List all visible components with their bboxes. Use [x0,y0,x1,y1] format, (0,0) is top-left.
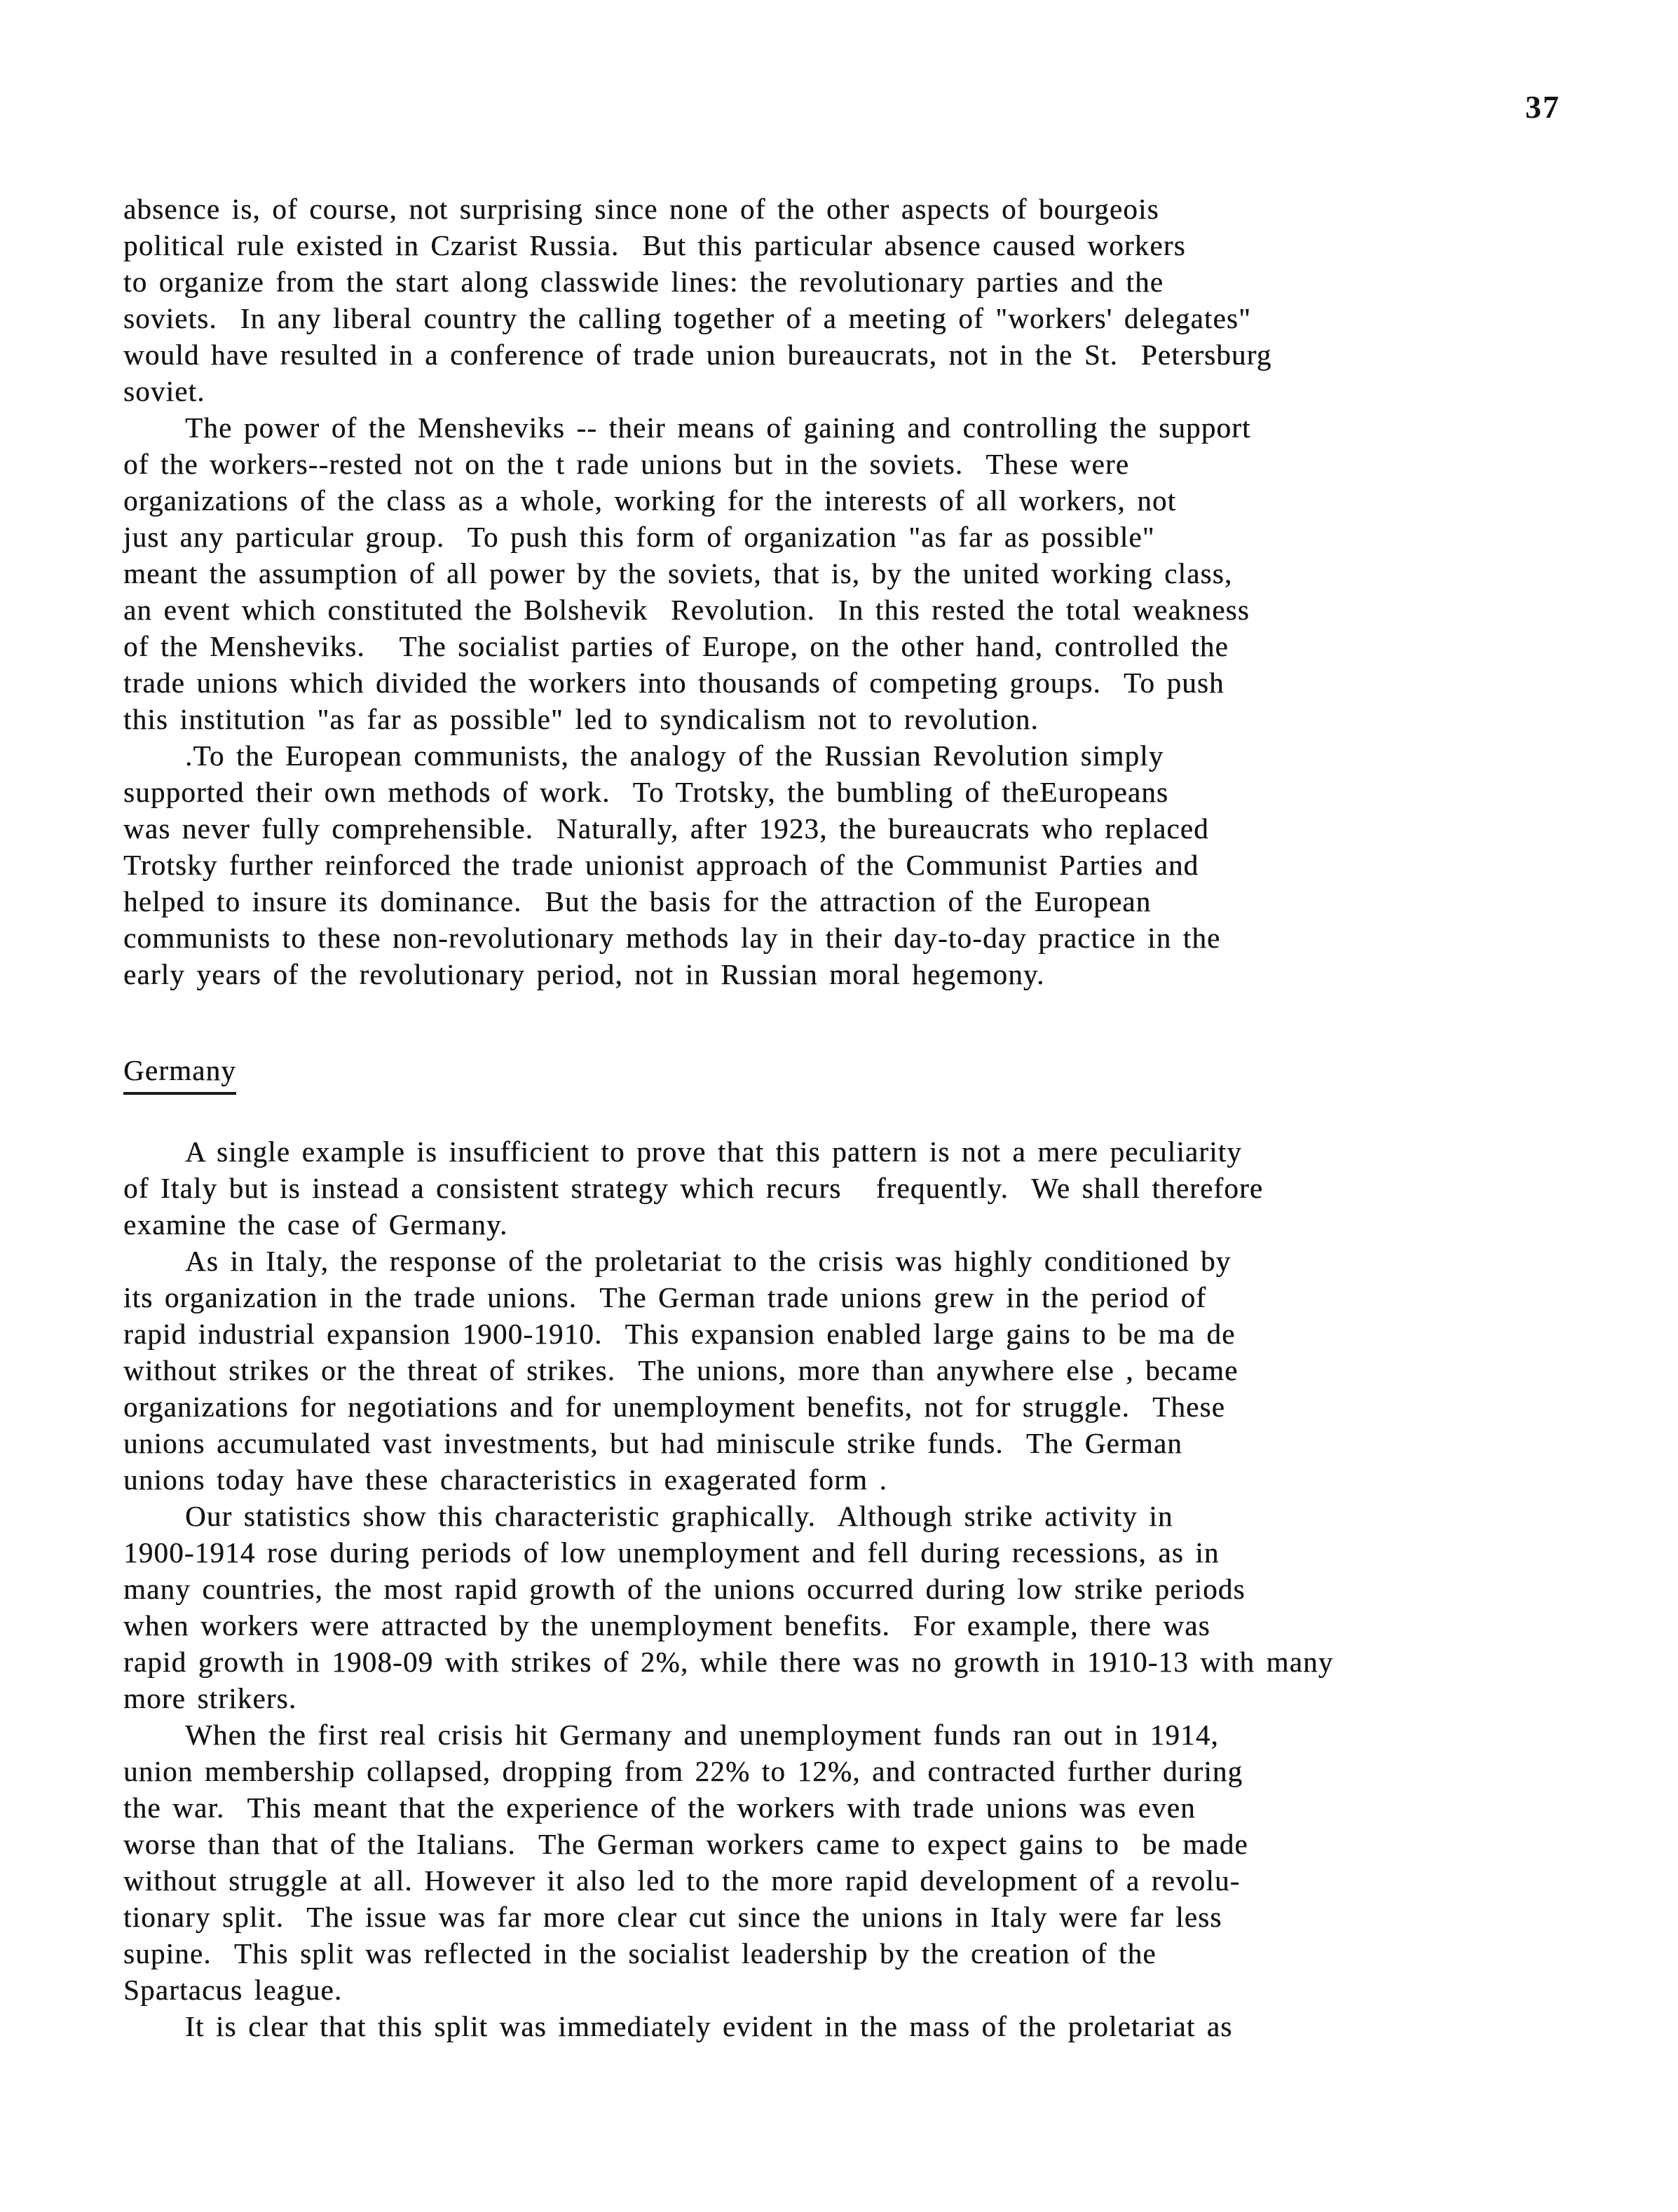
text-line: just any particular group. To push this form of organization "as far as possible" [123,521,1155,553]
text-line: The power of the Mensheviks -- their means of gaining and controlling the support [185,411,1251,444]
text-line: soviet. [123,375,205,407]
text-line: its organization in the trade unions. The German trade unions grew in the period of [123,1281,1207,1313]
text-line: this institution "as far as possible" led to syndicalism not to revolution. [123,703,1039,735]
paragraph-first-real-crisis [123,1716,1602,2008]
text-line: rapid industrial expansion 1900-1910. This expansion enabled large gains to be ma de [123,1318,1236,1350]
section-heading-germany [123,1052,1602,1088]
text-line: tionary split. The issue was far more clear cut since the unions in Italy were far less [123,1901,1222,1933]
text-line: soviets. In any liberal country the calling together of a meeting of "workers' delegates" [123,302,1251,334]
text-line: when workers were attracted by the unemployment benefits. For example, there was [123,1609,1210,1641]
text-line: without strikes or the threat of strikes. The unions, more than anywhere else , became [123,1354,1239,1386]
text-line: union membership collapsed, dropping from 22% to 12%, and contracted further during [123,1755,1243,1787]
text-line: early years of the revolutionary period, not in Russian moral hegemony. [123,958,1045,990]
text-line: many countries, the most rapid growth of the unions occurred during low strike periods [123,1573,1246,1605]
text-line: supported their own methods of work. To Trotsky, the bumbling of theEuropeans [123,776,1169,808]
text-line: political rule existed in Czarist Russia. But this particular absence caused workers [123,229,1186,261]
text-line: supine. This split was reflected in the socialist leadership by the creation of the [123,1937,1157,1969]
text-line: of the Mensheviks. The socialist parties of Europe, on the other hand, controlled the [123,630,1229,662]
text-line: Trotsky further reinforced the trade unionist approach of the Communist Parties and [123,849,1199,881]
paragraph-single-example [123,1133,1602,1243]
text-line: the war. This meant that the experience of the workers with trade unions was even [123,1791,1196,1824]
text-line: organizations of the class as a whole, working for the interests of all workers, not [123,484,1177,517]
paragraph-mensheviks [123,409,1602,737]
text-line: Our statistics show this characteristic graphically. Although strike activity in [185,1500,1173,1532]
text-line: was never fully comprehensible. Naturally, after 1923, the bureaucrats who replaced [123,812,1209,845]
text-line: As in Italy, the response of the proletariat to the crisis was highly conditioned by [185,1245,1232,1277]
paragraph-as-in-italy [123,1243,1602,1498]
text-line: A single example is insufficient to prove that this pattern is not a mere peculiarity [185,1135,1242,1168]
text-line: 1900-1914 rose during periods of low unemployment and fell during recessions, as in [123,1536,1220,1569]
text-line: It is clear that this split was immediately evident in the mass of the proletariat as [185,2010,1233,2042]
text-line: trade unions which divided the workers into thousands of competing groups. To push [123,667,1225,699]
text-line: of the workers--rested not on the t rade unions but in the soviets. These were [123,448,1130,480]
text-line: unions accumulated vast investments, but had miniscule strike funds. The German [123,1427,1182,1459]
page-number: 37 [1525,89,1560,125]
text-line: When the first real crisis hit Germany and unemployment funds ran out in 1914, [185,1719,1219,1751]
text-line: worse than that of the Italians. The German workers came to expect gains to be made [123,1828,1248,1860]
paragraph-continuation [123,191,1602,409]
heading-underline-text: Germany [123,1054,236,1095]
text-line: .To the European communists, the analogy of the Russian Revolution simply [185,739,1164,772]
text-line: without struggle at all. However it also led to the more rapid development of a revolu- [123,1864,1241,1897]
text-line: organizations for negotiations and for unemployment benefits, not for struggle. These [123,1391,1225,1423]
paragraph-split-evident [123,2008,1602,2044]
text-line: absence is, of course, not surprising since none of the other aspects of bourgeois [123,193,1159,225]
text-line: would have resulted in a conference of trade union bureaucrats, not in the St. Petersburg [123,339,1272,371]
paragraph-european-communists [123,737,1602,992]
text-line: communists to these non-revolutionary methods lay in their day-to-day practice in the [123,922,1221,954]
text-line: more strikers. [123,1682,297,1714]
text-line: unions today have these characteristics in exagerated form . [123,1463,887,1496]
text-line: an event which constituted the Bolshevik Revolution. In this rested the total weakness [123,594,1250,626]
text-line: Spartacus league. [123,1974,343,2006]
page-body [123,191,1602,2044]
text-line: examine the case of Germany. [123,1208,508,1241]
text-line: meant the assumption of all power by the soviets, that is, by the united working class, [123,557,1233,589]
text-line: helped to insure its dominance. But the basis for the attraction of the European [123,885,1152,917]
text-line: rapid growth in 1908-09 with strikes of 2%, while there was no growth in 1910-13 with many [123,1646,1334,1678]
paragraph-our-statistics [123,1498,1602,1716]
text-line: to organize from the start along classwide lines: the revolutionary parties and the [123,266,1164,298]
text-line: of Italy but is instead a consistent strategy which recurs frequently. We shall therefore [123,1172,1264,1204]
